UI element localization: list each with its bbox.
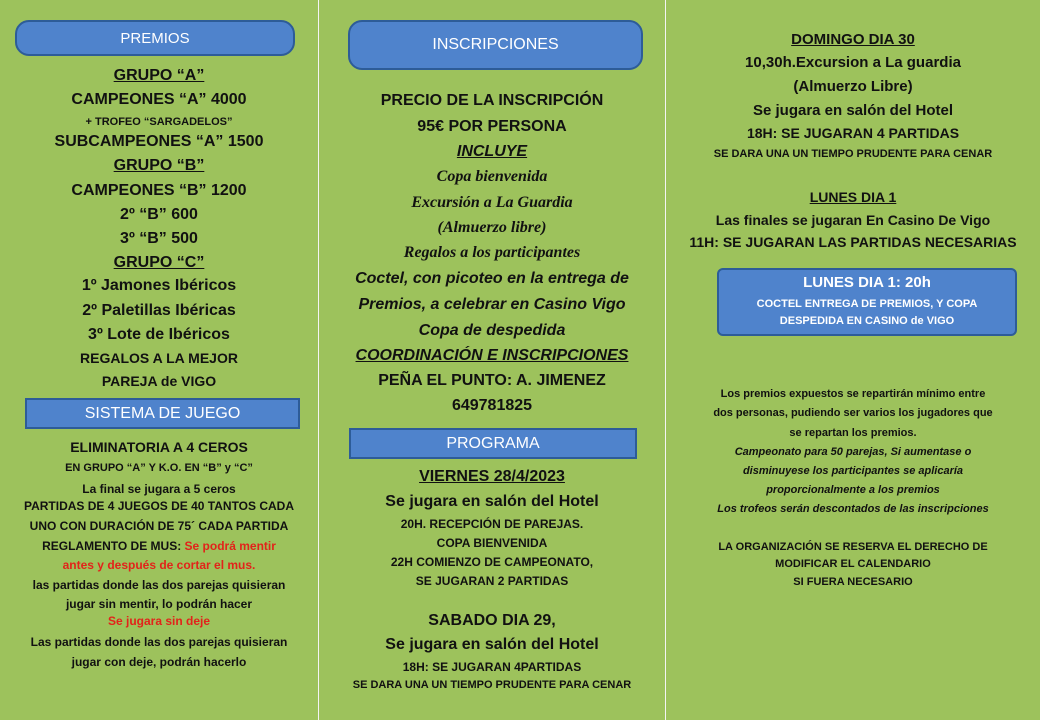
sistema-line-7: antes y después de cortar el mus. [62,558,256,572]
incluye-4: Regalos a los participantes [403,244,581,261]
coctel-line-2: Premios, a celebrar en Casino Vigo [358,296,626,313]
sistema-line-11: Las partidas donde las dos parejas quisieran [30,635,288,649]
premio-c-1: 1º Jamones Ibéricos [81,277,237,294]
domingo-title: DOMINGO DIA 30 [791,31,915,48]
sistema-line-9: jugar sin mentir, lo podrán hacer [65,597,253,611]
segundo-b: 2º “B” 600 [120,206,198,223]
lunes-title: LUNES DIA 1 [809,189,897,205]
domingo-line-3: Se jugara en salón del Hotel [752,102,954,119]
lunes-box-line-1: COCTEL ENTREGA DE PREMIOS, Y COPA [756,298,978,310]
programa-header-label: PROGRAMA [446,434,540,452]
importe: 95€ POR PERSONA [417,118,567,135]
viernes-line-2: 20H. RECEPCIÓN DE PAREJAS. [400,517,584,531]
trofeo-sargadelos: + TROFEO “SARGADELOS” [85,116,233,128]
grupo-c-title: GRUPO “C” [113,254,205,271]
column-left [0,0,319,720]
sistema-line-4: PARTIDAS DE 4 JUEGOS DE 40 TANTOS CADA [23,499,295,513]
sistema-line-3: La final se jugara a 5 ceros [82,482,236,496]
premio-c-2: 2º Paletillas Ibéricas [82,302,236,319]
viernes-title: VIERNES 28/4/2023 [419,468,565,485]
subcampeones-a: SUBCAMPEONES “A” 1500 [54,133,264,150]
sistema-line-2: EN GRUPO “A” Y K.O. EN “B” y “C” [65,462,253,474]
sistema-line-6 [0,539,318,553]
grupo-a-title: GRUPO “A” [113,67,205,84]
programa-header [349,428,637,459]
nota-line-3: se repartan los premios. [789,427,917,439]
premios-header [15,20,295,56]
inscripciones-header [348,20,643,70]
sabado-line-2: 18H: SE JUGARAN 4PARTIDAS [402,660,582,674]
inscripciones-header-label: INSCRIPCIONES [432,36,559,53]
incluye-title: INCLUYE [456,143,528,160]
sistema-line-12: jugar con deje, podrán hacerlo [71,655,247,669]
nota-line-4: Campeonato para 50 parejas, Si aumentase o [734,446,972,458]
domingo-line-2: (Almuerzo Libre) [793,78,913,95]
organizacion-line-3: SI FUERA NECESARIO [793,576,913,588]
premios-header-label: PREMIOS [120,29,190,47]
domingo-line-1: 10,30h.Excursion a La guardia [745,54,961,71]
incluye-1: Copa bienvenida [436,168,548,185]
reglamento-label: REGLAMENTO DE MUS: [42,539,185,553]
sistema-line-5: UNO CON DURACIÓN DE 75´ CADA PARTIDA [29,519,289,533]
lunes-box-title: LUNES DIA 1: 20h [803,274,931,291]
regalos-line-2: PAREJA de VIGO [101,373,217,389]
incluye-2: Excursión a La Guardia [411,194,573,211]
coordinacion-title: COORDINACIÓN E INSCRIPCIONES [355,347,629,364]
grupo-b-title: GRUPO “B” [113,157,205,174]
telefono: 649781825 [451,397,533,414]
nota-line-1: Los premios expuestos se repartirán mínimo entre [720,388,986,400]
incluye-3: (Almuerzo libre) [437,219,547,236]
sistema-header-label: SISTEMA DE JUEGO [84,404,241,422]
nota-line-7: Los trofeos serán descontados de las inscripciones [717,503,989,515]
pena-contacto: PEÑA EL PUNTO: A. JIMENEZ [378,372,606,389]
domingo-line-5: SE DARA UNA UN TIEMPO PRUDENTE PARA CENAR [713,148,993,160]
sistema-header [25,398,300,429]
viernes-line-5: SE JUGARAN 2 PARTIDAS [415,574,569,588]
lunes-box-line-2: DESPEDIDA EN CASINO de VIGO [779,315,955,327]
viernes-line-1: Se jugara en salón del Hotel [385,493,599,510]
coctel-line-1: Coctel, con picoteo en la entrega de [355,270,629,287]
regalos-line-1: REGALOS A LA MEJOR [80,350,238,366]
nota-line-2: dos personas, pudiendo ser varios los jugadores que [713,407,993,419]
copa-despedida: Copa de despedida [418,322,566,339]
sabado-line-3: SE DARA UNA UN TIEMPO PRUDENTE PARA CENAR [352,679,632,691]
precio-inscripcion: PRECIO DE LA INSCRIPCIÓN [380,92,604,109]
nota-line-6: proporcionalmente a los premios [766,484,940,496]
premio-c-3: 3º Lote de Ibéricos [88,326,230,343]
nota-line-5: disminuyese los participantes se aplicaría [742,465,964,477]
organizacion-line-1: LA ORGANIZACIÓN SE RESERVA EL DERECHO DE [718,541,988,553]
campeones-b: CAMPEONES “B” 1200 [71,182,247,199]
sabado-line-1: Se jugara en salón del Hotel [385,636,599,653]
domingo-line-4: 18H: SE JUGARAN 4 PARTIDAS [746,125,960,141]
column-middle [319,0,666,720]
lunes-line-2: 11H: SE JUGARAN LAS PARTIDAS NECESARIAS [689,234,1017,250]
organizacion-line-2: MODIFICAR EL CALENDARIO [775,558,931,570]
campeones-a: CAMPEONES “A” 4000 [71,91,247,108]
sistema-line-1: ELIMINATORIA A 4 CEROS [70,439,248,455]
tercero-b: 3º “B” 500 [120,230,198,247]
sabado-title: SABADO DIA 29, [428,612,556,629]
viernes-line-4: 22H COMIENZO DE CAMPEONATO, [390,555,594,569]
sistema-line-8: las partidas donde las dos parejas quisieran [32,578,286,592]
reglamento-mentir: Se podrá mentir [184,539,276,553]
viernes-line-3: COPA BIENVENIDA [436,536,548,550]
column-right [666,0,1040,720]
lunes-line-1: Las finales se jugaran En Casino De Vigo [715,212,991,228]
sistema-line-10: Se jugara sin deje [107,614,211,628]
lunes-coctel-box [717,268,1017,336]
